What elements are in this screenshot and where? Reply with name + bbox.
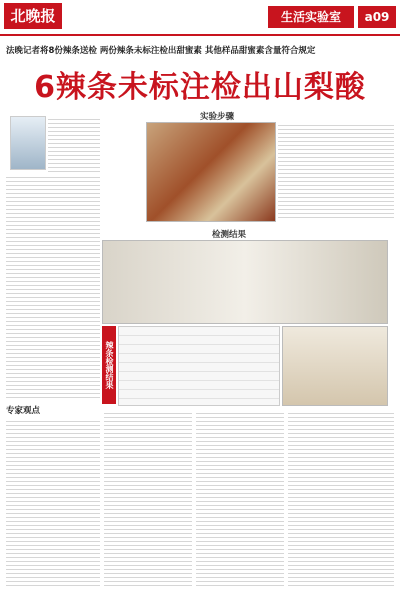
body-column-1: [6, 174, 100, 400]
results-col-3: [288, 410, 394, 588]
photo-samples: [146, 122, 276, 222]
results-col-1: [104, 410, 192, 588]
headline: 6辣条未标注检出山梨酸: [34, 70, 366, 105]
photo-packages: [282, 326, 388, 406]
photo-lab: [102, 240, 388, 324]
newspaper-logo: 北晚报: [4, 3, 62, 29]
page-number: a09: [358, 6, 396, 28]
results-table: [118, 326, 280, 406]
steps-text: [278, 122, 394, 220]
subheadline: 法晚记者将8份辣条送检 两份辣条未标注检出甜蜜素 其他样品甜蜜素含量符合规定: [6, 46, 316, 56]
section-label-results: 检测结果: [212, 230, 247, 240]
expert-heading: 专家观点: [6, 406, 41, 416]
masthead: [0, 0, 400, 36]
lede-text: [48, 116, 100, 172]
section-label-steps: 实验步骤: [200, 112, 235, 122]
author-photo: [10, 116, 46, 170]
expert-text: [6, 418, 100, 588]
results-col-2: [196, 410, 284, 588]
section-badge: 生活实验室: [268, 6, 354, 28]
table-title: 辣条检测结果: [102, 326, 116, 404]
